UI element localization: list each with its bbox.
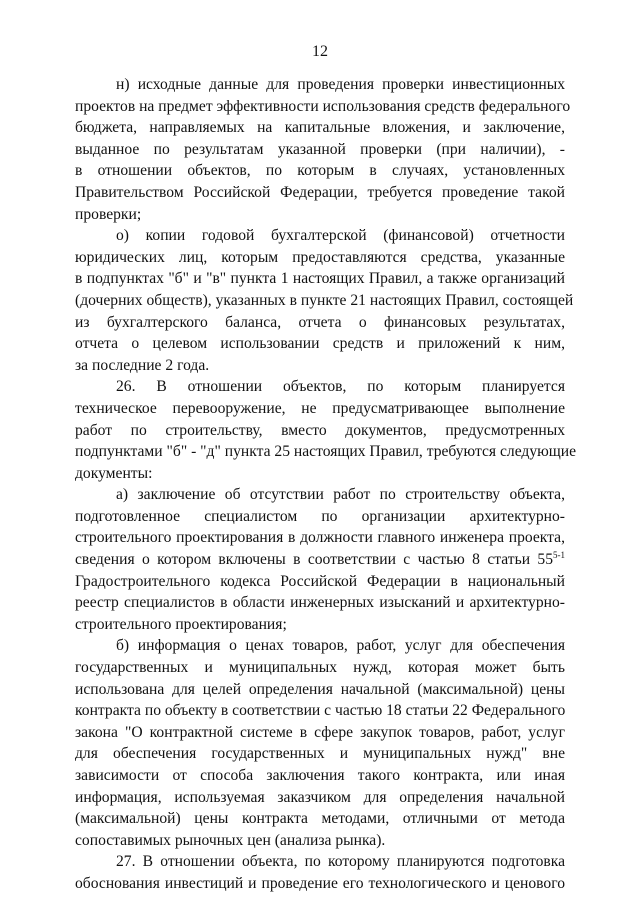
text-line: проектов на предмет эффективности использования средств федерального — [75, 97, 571, 115]
paragraph-b — [75, 635, 565, 851]
text-line: (максимальной) цены контракта методами, отличными от метода — [75, 810, 565, 828]
text-line: выданное по результатам указанной проверки (при наличии), - — [75, 140, 565, 158]
text-line: реестр специалистов в области инженерных изысканий и архитектурно- — [75, 594, 565, 612]
text-line: проверки; — [75, 205, 142, 223]
text-line: а) заключение об отсутствии работ по строительству объекта, — [116, 486, 565, 504]
paragraph-27 — [75, 851, 565, 894]
text-line: контракта по объекту в соответствии с частью 18 статьи 22 Федерального — [75, 702, 566, 720]
text-line: юридических лиц, которым предоставляются средства, указанные — [75, 248, 565, 266]
text-line: в подпунктах "б" и "в" пункта 1 настоящих Правил, а также организаций — [75, 270, 565, 288]
page-number: 12 — [312, 43, 328, 60]
text-line: подпунктами "б" - "д" пункта 25 настоящих Правил, требуются следующие — [75, 443, 577, 461]
paragraph-a — [75, 484, 565, 635]
text-line: в отношении объектов, по которым в случаях, установленных — [75, 162, 565, 180]
text-line: документы: — [75, 464, 153, 482]
text-line: отчета о целевом использовании средств и приложений к ним, — [75, 335, 565, 353]
paragraph-n — [75, 74, 571, 225]
paragraph-26 — [75, 376, 577, 484]
text-line: обоснования инвестиций и проведение его технологического и ценового — [75, 874, 565, 892]
text-line: б) информация о ценах товаров, работ, услуг для обеспечения — [116, 637, 565, 655]
text-span: сведения о котором включены в соответствии с частью 8 статьи 55 — [75, 551, 553, 569]
text-line: 27. В отношении объекта, по которому планируются подготовка — [116, 853, 565, 871]
text-line: техническое перевооружение, не предусматривающее выполнение — [75, 399, 565, 417]
text-line: из бухгалтерского баланса, отчета о финансовых результатах, — [75, 313, 565, 331]
text-line: работ по строительству, вместо документов, предусмотренных — [75, 421, 565, 439]
document-body — [75, 74, 577, 895]
text-line: (дочерних обществ), указанных в пункте 21 настоящих Правил, состоящей — [75, 291, 574, 309]
text-line: зависимости от способа заключения такого контракта, или иная — [75, 767, 565, 784]
text-line: строительного проектирования; — [75, 615, 287, 633]
text-line: строительного проектирования в должности главного инженера проекта, — [75, 529, 565, 547]
text-line: н) исходные данные для проведения проверки инвестиционных — [116, 76, 565, 93]
text-line: закона "О контрактной системе в сфере закупок товаров, работ, услуг — [75, 723, 565, 741]
text-line: Градостроительного кодекса Российской Федерации в национальный — [75, 572, 565, 590]
text-line: для обеспечения государственных и муниципальных нужд" вне — [75, 745, 565, 763]
superscript: 5-1 — [553, 550, 565, 561]
text-line: сопоставимых рыночных цен (анализа рынка). — [75, 831, 386, 849]
text-line: бюджета, направляемых на капитальные вложения, и заключение, — [75, 119, 565, 137]
paragraph-o — [75, 225, 574, 376]
text-line: за последние 2 года. — [75, 356, 210, 374]
text-line: государственных и муниципальных нужд, которая может быть — [75, 659, 565, 677]
text-line: о) копии годовой бухгалтерской (финансовой) отчетности — [116, 227, 565, 245]
text-line: подготовленное специалистом по организации архитектурно- — [75, 507, 565, 525]
text-line: использована для целей определения начальной (максимальной) цены — [75, 680, 565, 698]
text-line-with-superscript — [75, 549, 565, 571]
text-line: 26. В отношении объектов, по которым планируется — [116, 378, 565, 396]
text-line: Правительством Российской Федерации, требуется проведение такой — [75, 183, 565, 201]
text-line: информация, используемая заказчиком для определения начальной — [75, 788, 565, 806]
